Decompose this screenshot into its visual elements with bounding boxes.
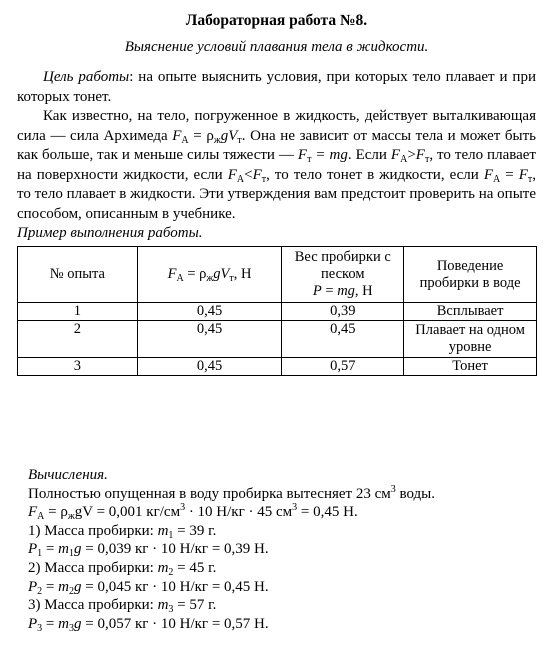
page-title: Лабораторная работа №8.	[185, 12, 368, 29]
calc-g-symbol: g	[73, 541, 82, 558]
cell-number: 3	[18, 358, 138, 376]
symbol-sub-a: A	[181, 134, 189, 146]
symbol-sub-t: т	[237, 134, 242, 146]
table-row	[18, 303, 537, 321]
calc-force-line	[28, 503, 538, 522]
calc-m-sub: 3	[168, 604, 174, 616]
symbol-gv: gV	[220, 127, 238, 144]
header-f-sub: A	[176, 273, 184, 284]
header-gv: gV	[213, 266, 230, 282]
calculations-label: Вычисления.	[28, 467, 108, 483]
theory-text-4: , то тело плавает на поверхности жидкости, если	[17, 147, 536, 183]
header-mg: mg	[337, 283, 355, 299]
symbol-f: F	[483, 166, 493, 183]
symbol-mg: = mg	[311, 147, 348, 163]
theory-text-3: . Если	[347, 147, 391, 163]
theory-text-2: . Она не зависит от массы тела и может быть как больше, так и меньше силы тяжести —	[17, 127, 537, 163]
calc-m-sub: 1	[168, 529, 174, 541]
calc-m-symbol: m	[157, 559, 169, 576]
results-table	[17, 246, 537, 376]
calc-m-value: = 45 г.	[173, 559, 217, 576]
calc-weight-line-3	[28, 615, 538, 634]
calc-weight-value: = 0,039 кг · 10 Н/кг = 0,39 Н.	[81, 541, 269, 558]
page-subtitle: Выяснение условий плавания тела в жидкости.	[124, 39, 429, 55]
calc-weight-line-2	[28, 578, 538, 597]
header-rho-sub: ж	[206, 273, 214, 284]
table-header-row	[18, 247, 537, 303]
calc-m-value: = 39 г.	[173, 522, 217, 539]
calc-f-symbol: F	[28, 504, 38, 521]
calc-p-symbol: P	[28, 615, 38, 632]
symbol-sub-t: т	[261, 173, 267, 185]
theory-text-6: , то тело плавает в жидкости. Эти утверждения вам предстоит проверить на опыте способом, описанным в учебнике.	[17, 166, 537, 222]
symbol-eq: =	[500, 166, 519, 183]
goal-label: Цель работы	[43, 69, 130, 85]
calc-volume-sup: 3	[390, 483, 396, 495]
cell-behavior: Всплывает	[404, 303, 537, 321]
calc-m2-sub: 1	[68, 548, 74, 560]
calc-mass-line-1	[28, 522, 538, 541]
symbol-ft: F	[518, 166, 528, 183]
symbol-f: F	[227, 166, 237, 183]
calc-m-value: = 57 г.	[173, 597, 217, 614]
symbol-sub-t: т	[424, 154, 430, 165]
theory-paragraph	[17, 107, 536, 224]
calc-weight-value: = 0,045 кг · 10 Н/кг = 0,45 Н.	[81, 578, 269, 595]
symbol-ft: F	[252, 166, 262, 183]
calc-mass-text: 3) Масса пробирки:	[28, 597, 158, 614]
calc-sup2: 3	[292, 502, 298, 514]
cell-behavior: Тонет	[404, 358, 537, 376]
calc-p-sub: 3	[37, 622, 43, 634]
table-row	[18, 358, 537, 376]
cell-behavior: Плавает на одном уровне	[404, 321, 537, 358]
header-f-symbol: F	[167, 266, 177, 282]
header-unit: , Н	[233, 266, 252, 282]
cell-weight: 0,57	[282, 358, 404, 376]
header-experiment-number: № опыта	[18, 247, 138, 303]
symbol-sub-a: A	[400, 154, 408, 165]
header-archimedes-force	[137, 247, 282, 303]
header-weight-unit: , Н	[354, 283, 373, 299]
header-weight-eq: =	[321, 283, 338, 299]
cell-number: 1	[18, 303, 138, 321]
calc-eq: =	[42, 615, 59, 632]
symbol-sub-a: A	[492, 173, 501, 185]
calc-eq: =	[42, 578, 59, 595]
symbol-f: F	[390, 147, 401, 163]
calc-m-sub: 2	[168, 566, 174, 578]
goal-text: : на опыте выяснить условия, при которых тело плавает и при которых тонет.	[17, 69, 536, 105]
calc-m2-symbol: m	[58, 541, 69, 558]
calc-m-symbol: m	[157, 597, 169, 614]
calc-weight-value: = 0,057 кг · 10 Н/кг = 0,57 Н.	[81, 615, 269, 632]
header-v-sub: т	[229, 273, 234, 284]
calc-force-text: gV = 0,001 кг/см	[74, 504, 181, 521]
header-weight	[282, 247, 404, 303]
symbol-sub-t: т	[307, 154, 312, 165]
calc-g-symbol: g	[73, 615, 82, 632]
theory-text-5: , то тело тонет в жидкости, если	[266, 166, 484, 183]
symbol-lt: <	[244, 166, 253, 183]
calc-m-symbol: m	[157, 522, 169, 539]
symbol-gt: >	[407, 147, 416, 163]
calc-m2-sub: 3	[68, 622, 74, 634]
calc-mass-text: 2) Масса пробирки:	[28, 559, 158, 576]
calc-mass-text: 1) Масса пробирки:	[28, 522, 158, 539]
cell-weight: 0,45	[282, 321, 404, 358]
cell-number: 2	[18, 321, 138, 358]
calc-p-sub: 1	[37, 548, 43, 560]
calc-eq: =	[42, 541, 59, 558]
cell-fa: 0,45	[137, 358, 282, 376]
calc-volume-text: Полностью опущенная в воду пробирка вытесняет 23 см	[28, 485, 391, 502]
symbol-eq-rho: = ρ	[188, 127, 214, 144]
example-label: Пример выполнения работы.	[17, 225, 203, 241]
calc-force-text-2: · 10 Н/кг · 45 см	[185, 504, 293, 521]
calc-eq-rho: = ρ	[44, 504, 68, 521]
calc-rho-sub: ж	[67, 511, 75, 523]
header-eq: = ρ	[183, 266, 207, 282]
header-p-symbol: P	[312, 283, 322, 299]
calc-m2-sub: 2	[68, 585, 74, 597]
calc-g-symbol: g	[73, 578, 82, 595]
calc-f-sub: A	[37, 511, 45, 523]
calc-p-sub: 2	[37, 585, 43, 597]
calc-m2-symbol: m	[58, 578, 69, 595]
symbol-sub-zh: ж	[213, 134, 221, 146]
cell-weight: 0,39	[282, 303, 404, 321]
goal-paragraph	[17, 68, 536, 107]
calc-volume-text-end: воды.	[395, 485, 436, 502]
table-row	[18, 321, 537, 358]
calc-mass-line-3	[28, 596, 538, 615]
calc-sup1: 3	[180, 502, 186, 514]
calc-volume-line	[28, 485, 538, 504]
header-weight-text: Вес пробирки с песком	[294, 249, 391, 282]
calc-p-symbol: P	[28, 541, 38, 558]
calc-weight-line-1	[28, 540, 538, 559]
symbol-ft: F	[415, 147, 425, 163]
symbol-ft: F	[297, 147, 308, 163]
theory-text-1: Как известно, на тело, погруженное в жидкость, действует выталкивающая сила — сила Архимеда	[17, 108, 536, 144]
calc-m2-symbol: m	[58, 615, 69, 632]
calc-mass-line-2	[28, 559, 538, 578]
cell-fa: 0,45	[137, 321, 282, 358]
calc-p-symbol: P	[28, 578, 38, 595]
symbol-sub-t: т	[527, 173, 533, 185]
calc-force-text-3: = 0,45 Н.	[297, 504, 358, 521]
calculations-section	[28, 466, 538, 633]
header-behavior: Поведение пробирки в воде	[404, 247, 537, 303]
symbol-f: F	[172, 127, 182, 144]
cell-fa: 0,45	[137, 303, 282, 321]
symbol-sub-a: A	[236, 173, 245, 185]
